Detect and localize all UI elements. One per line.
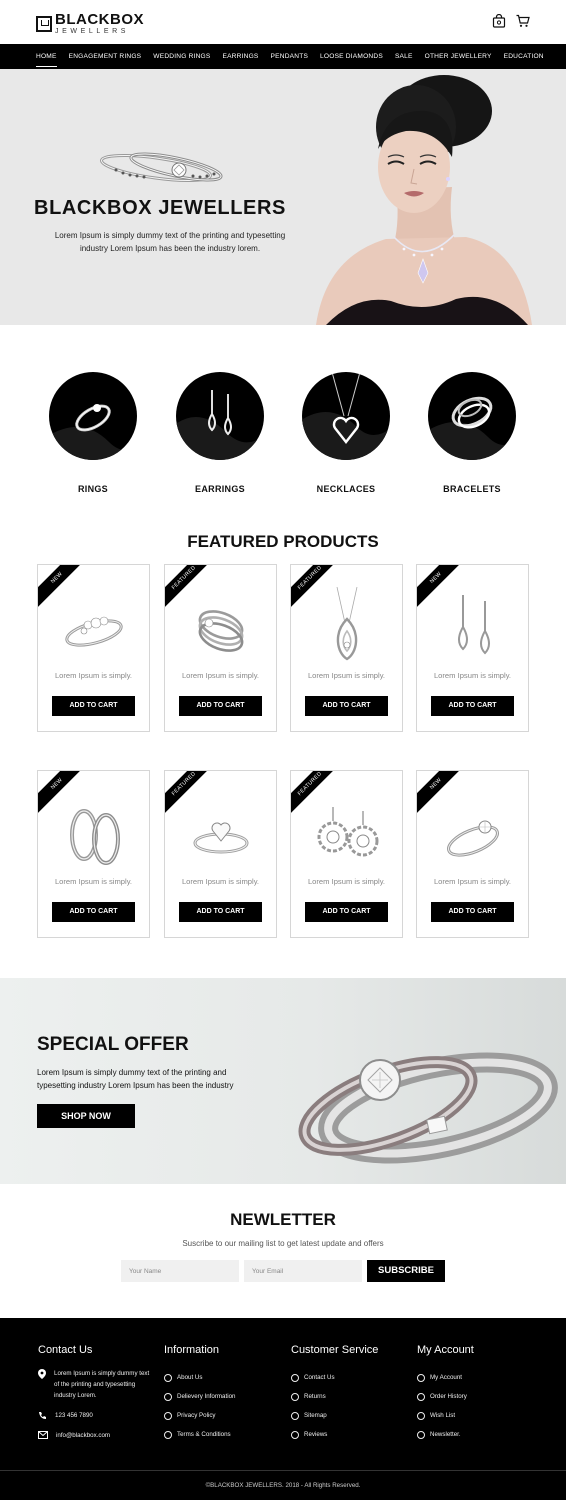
product-description: Lorem Ipsum is simply. [307, 877, 386, 886]
product-image-solitaire-ring[interactable] [433, 793, 513, 873]
product-card[interactable] [290, 770, 403, 938]
product-card[interactable] [37, 770, 150, 938]
product-card[interactable] [164, 770, 277, 938]
badge-label: NEW [50, 571, 64, 585]
footer-link-label[interactable]: Delievery Information [177, 1393, 236, 1400]
name-input[interactable] [121, 1260, 239, 1282]
hero-title: BLACKBOX JEWELLERS [34, 197, 286, 219]
footer-link[interactable] [291, 1387, 378, 1406]
footer-link[interactable] [417, 1425, 474, 1444]
nav-item-other-jewellery[interactable]: OTHER JEWELLERY [424, 53, 492, 60]
bullet-circle-icon [164, 1412, 172, 1420]
add-to-cart-button[interactable]: ADD TO CART [179, 902, 262, 922]
cart-icon[interactable] [516, 14, 530, 28]
bullet-circle-icon [164, 1393, 172, 1401]
product-image-pendant[interactable] [307, 587, 387, 667]
brand-tagline: JEWELLERS [55, 28, 130, 35]
add-to-cart-button[interactable]: ADD TO CART [52, 696, 135, 716]
product-image-heart-ring[interactable] [181, 793, 261, 873]
nav-item-engagement-rings[interactable]: ENGAGEMENT RINGS [68, 53, 142, 60]
special-offer-banner [0, 978, 566, 1184]
bullet-circle-icon [417, 1393, 425, 1401]
product-image-wrap-ring[interactable] [181, 587, 261, 667]
footer-contact [38, 1344, 150, 1450]
email-text[interactable]: info@blackbox.com [56, 1432, 111, 1439]
contact-title: Contact Us [38, 1344, 93, 1356]
bullet-circle-icon [291, 1412, 299, 1420]
footer-link[interactable] [291, 1368, 378, 1387]
footer-link-label[interactable]: Terms & Conditions [177, 1431, 231, 1438]
bullet-circle-icon [164, 1431, 172, 1439]
hero-banner [0, 69, 566, 325]
footer-link-label[interactable]: Returns [304, 1393, 326, 1400]
footer-link[interactable] [417, 1387, 474, 1406]
add-to-cart-button[interactable]: ADD TO CART [179, 696, 262, 716]
footer-link[interactable] [291, 1406, 378, 1425]
category-earrings[interactable] [175, 372, 265, 494]
category-label: NECKLACES [316, 484, 376, 494]
footer-link[interactable] [291, 1425, 378, 1444]
copyright: ©BLACKBOX JEWELLERS. 2018 - All Rights Reserved. [0, 1470, 566, 1500]
bullet-circle-icon [291, 1374, 299, 1382]
hero-description: Lorem Ipsum is simply dummy text of the printing and typesetting industry Lorem Ipsum has been the industry lorem. [54, 231, 286, 253]
main-nav [0, 44, 566, 69]
bullet-circle-icon [291, 1431, 299, 1439]
nav-item-pendants[interactable]: PENDANTS [270, 53, 309, 60]
footer-information [164, 1344, 235, 1444]
product-image-cluster-ring[interactable] [54, 587, 134, 667]
footer-link[interactable] [164, 1387, 235, 1406]
add-to-cart-button[interactable]: ADD TO CART [431, 696, 514, 716]
top-header [0, 0, 566, 44]
product-card[interactable] [164, 564, 277, 732]
badge-label: FEATURED [296, 564, 324, 592]
offer-title: SPECIAL OFFER [37, 1034, 189, 1055]
featured-products-title: FEATURED PRODUCTS [187, 532, 379, 551]
product-description: Lorem Ipsum is simply. [433, 877, 512, 886]
model-photo [316, 69, 532, 325]
product-description: Lorem Ipsum is simply. [307, 671, 386, 680]
product-card[interactable] [37, 564, 150, 732]
nav-item-education[interactable]: EDUCATION [503, 53, 544, 60]
contact-address [38, 1368, 150, 1401]
add-to-cart-button[interactable]: ADD TO CART [52, 902, 135, 922]
footer-link-label[interactable]: Order History [430, 1393, 467, 1400]
product-description: Lorem Ipsum is simply. [433, 671, 512, 680]
nav-item-sale[interactable]: SALE [394, 53, 413, 60]
add-to-cart-button[interactable]: ADD TO CART [305, 902, 388, 922]
information-title: Information [164, 1344, 220, 1356]
phone-text: 123 456 7890 [55, 1412, 93, 1419]
newsletter-subtitle: Suscribe to our mailing list to get latest update and offers [182, 1239, 384, 1248]
product-image-drop-earrings[interactable] [433, 587, 513, 667]
footer-link-label[interactable]: Reviews [304, 1431, 328, 1438]
hero-rings-image [96, 143, 226, 191]
nav-item-home[interactable]: HOME [36, 44, 57, 69]
category-label: EARRINGS [195, 484, 245, 494]
product-card[interactable] [416, 564, 529, 732]
location-pin-icon [38, 1369, 46, 1379]
necklaces-category-image[interactable] [302, 372, 390, 460]
bullet-circle-icon [417, 1431, 425, 1439]
bullet-circle-icon [291, 1393, 299, 1401]
product-image-hoop-earrings[interactable] [54, 793, 134, 873]
contact-email[interactable] [38, 1430, 150, 1441]
product-card[interactable] [290, 564, 403, 732]
bracelets-category-image[interactable] [428, 372, 516, 460]
contact-phone [38, 1410, 150, 1421]
footer-link-label[interactable]: Contact Us [304, 1374, 335, 1381]
footer-my-account [417, 1344, 474, 1444]
logo-icon [36, 16, 52, 32]
bullet-circle-icon [417, 1374, 425, 1382]
add-to-cart-button[interactable]: ADD TO CART [431, 902, 514, 922]
product-description: Lorem Ipsum is simply. [181, 671, 260, 680]
badge-label: FEATURED [170, 770, 198, 798]
mail-icon [38, 1431, 48, 1439]
footer-link-label[interactable]: Wish List [430, 1412, 456, 1419]
bullet-circle-icon [164, 1374, 172, 1382]
category-label: RINGS [77, 484, 108, 494]
phone-icon [38, 1411, 47, 1420]
bullet-circle-icon [417, 1412, 425, 1420]
product-description: Lorem Ipsum is simply. [181, 877, 260, 886]
footer-link-label[interactable]: Privacy Policy [177, 1412, 216, 1419]
footer-link-label[interactable]: Sitemap [304, 1412, 327, 1419]
shopping-bag-icon[interactable] [492, 14, 506, 28]
earrings-category-image[interactable] [176, 372, 264, 460]
footer-link[interactable] [164, 1368, 235, 1387]
badge-label: NEW [429, 571, 443, 585]
email-input[interactable] [244, 1260, 362, 1282]
product-card[interactable] [416, 770, 529, 938]
shop-now-button[interactable]: SHOP NOW [37, 1104, 135, 1128]
offer-description: Lorem Ipsum is simply dummy text of the printing and typesetting industry Lorem Ipsum has been the industry [37, 1068, 234, 1090]
footer-link[interactable] [164, 1406, 235, 1425]
footer-customer-service [291, 1344, 378, 1444]
badge-label: FEATURED [296, 770, 324, 798]
product-image-flower-earrings[interactable] [307, 793, 387, 873]
add-to-cart-button[interactable]: ADD TO CART [305, 696, 388, 716]
badge-label: FEATURED [170, 564, 198, 592]
brand-name: BLACKBOX [55, 11, 144, 28]
nav-item-loose-diamonds[interactable]: LOOSE DIAMONDS [320, 53, 383, 60]
nav-item-earrings[interactable]: EARRINGS [222, 53, 259, 60]
category-label: BRACELETS [443, 484, 501, 494]
footer-link-label[interactable]: My Account [430, 1374, 462, 1381]
footer-link[interactable] [417, 1368, 474, 1387]
category-necklaces[interactable] [301, 372, 391, 494]
footer-link[interactable] [417, 1406, 474, 1425]
badge-label: NEW [50, 777, 64, 791]
footer-link-label[interactable]: Newsletter. [430, 1431, 461, 1438]
customer-service-title: Customer Service [291, 1344, 379, 1356]
nav-item-wedding-rings[interactable]: WEDDING RINGS [153, 53, 211, 60]
product-description: Lorem Ipsum is simply. [54, 877, 133, 886]
footer-link[interactable] [164, 1425, 235, 1444]
newsletter-title: NEWLETTER [230, 1210, 336, 1229]
wedding-rings-image [268, 998, 558, 1184]
category-rings[interactable] [48, 372, 138, 494]
address-text: Lorem Ipsum is simply dummy text of the printing and typesetting industry Lorem. [54, 1370, 150, 1399]
my-account-title: My Account [417, 1344, 474, 1356]
rings-category-image[interactable] [49, 372, 137, 460]
footer-link-label[interactable]: About Us [177, 1374, 203, 1381]
category-bracelets[interactable] [427, 372, 517, 494]
product-description: Lorem Ipsum is simply. [54, 671, 133, 680]
subscribe-button[interactable]: SUBSCRIBE [367, 1260, 445, 1282]
badge-label: NEW [429, 777, 443, 791]
brand-logo[interactable] [36, 12, 144, 35]
